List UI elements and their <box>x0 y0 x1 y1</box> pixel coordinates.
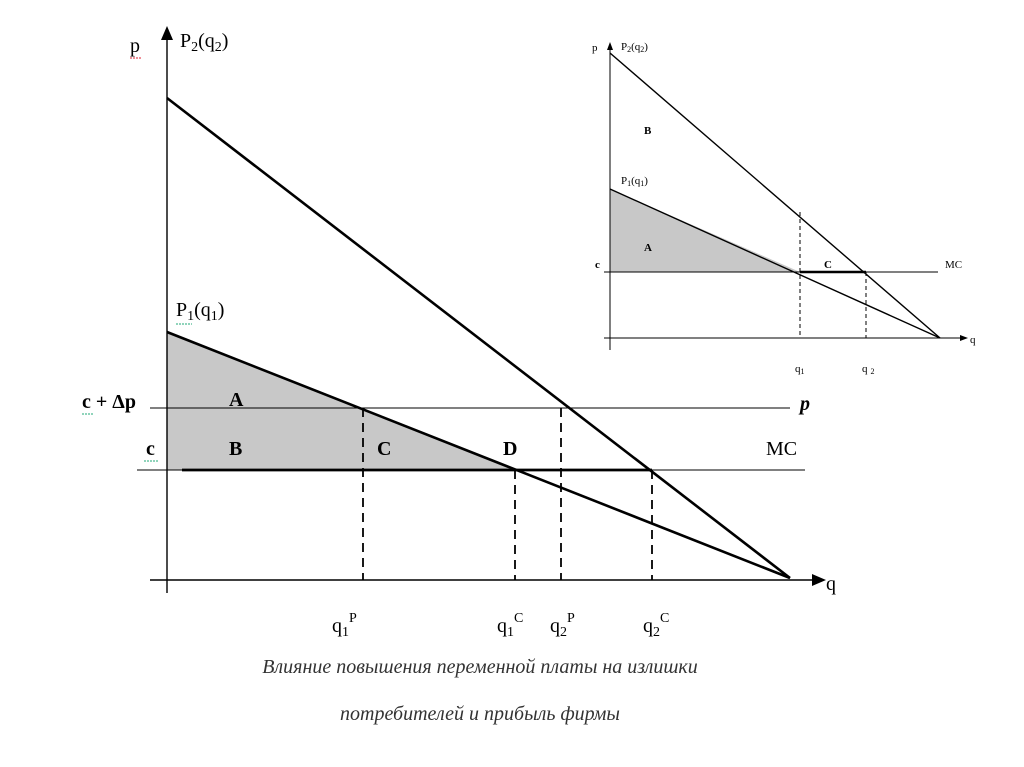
inset-c-label: c <box>595 259 600 271</box>
caption-line-2: потребителей и прибыль фирмы <box>340 703 620 725</box>
inset-q1-label: q1 <box>795 363 805 376</box>
inset-q-axis-arrow <box>960 335 968 341</box>
inset-curve-p1-label: P1(q1) <box>621 175 648 188</box>
caption-line-1: Влияние повышения переменной платы на излишки <box>262 656 698 678</box>
inset-mc-label: MC <box>945 259 963 271</box>
area-d-label: D <box>503 438 518 460</box>
main-diagram <box>82 26 836 640</box>
inset-q2-label: q 2 <box>862 363 875 376</box>
q1p-label: $q_1^P$ <box>332 611 357 640</box>
inset-p-axis-arrow <box>607 42 613 50</box>
q2c-label: $q_2^C$ <box>643 611 670 640</box>
main-axis-q-label: q <box>826 573 836 595</box>
main-curve-p2-label: $P_2(q_2)$ <box>180 30 229 55</box>
inset-area-b-label: B <box>644 125 652 137</box>
cost-label-c: c <box>146 438 155 460</box>
mc-label: MC <box>766 438 798 460</box>
inset-area-a-label: A <box>644 242 652 254</box>
q1c-label: $q_1^C$ <box>497 611 524 640</box>
q2p-label: $q_2^P$ <box>550 611 575 640</box>
main-axis-p-label: p <box>130 35 140 57</box>
area-b-label: B <box>229 438 243 460</box>
area-c-label: C <box>377 438 392 460</box>
main-q-axis-arrow <box>812 574 826 586</box>
area-a-label: A <box>229 389 244 411</box>
price-label-c-plus-dp: c + Δp <box>82 391 136 413</box>
inset-diagram <box>592 41 976 376</box>
inset-axis-p-label: p <box>592 42 598 54</box>
p-line-label: p <box>800 393 810 415</box>
main-curve-p1-label: $P_1(q_1)$ <box>176 299 225 324</box>
inset-demand-p2 <box>610 53 940 338</box>
inset-curve-p2-label: P2(q2) <box>621 41 648 54</box>
inset-area-c-label: C <box>824 259 832 271</box>
inset-axis-q-label: q <box>970 334 976 346</box>
main-p-axis-arrow <box>161 26 173 40</box>
